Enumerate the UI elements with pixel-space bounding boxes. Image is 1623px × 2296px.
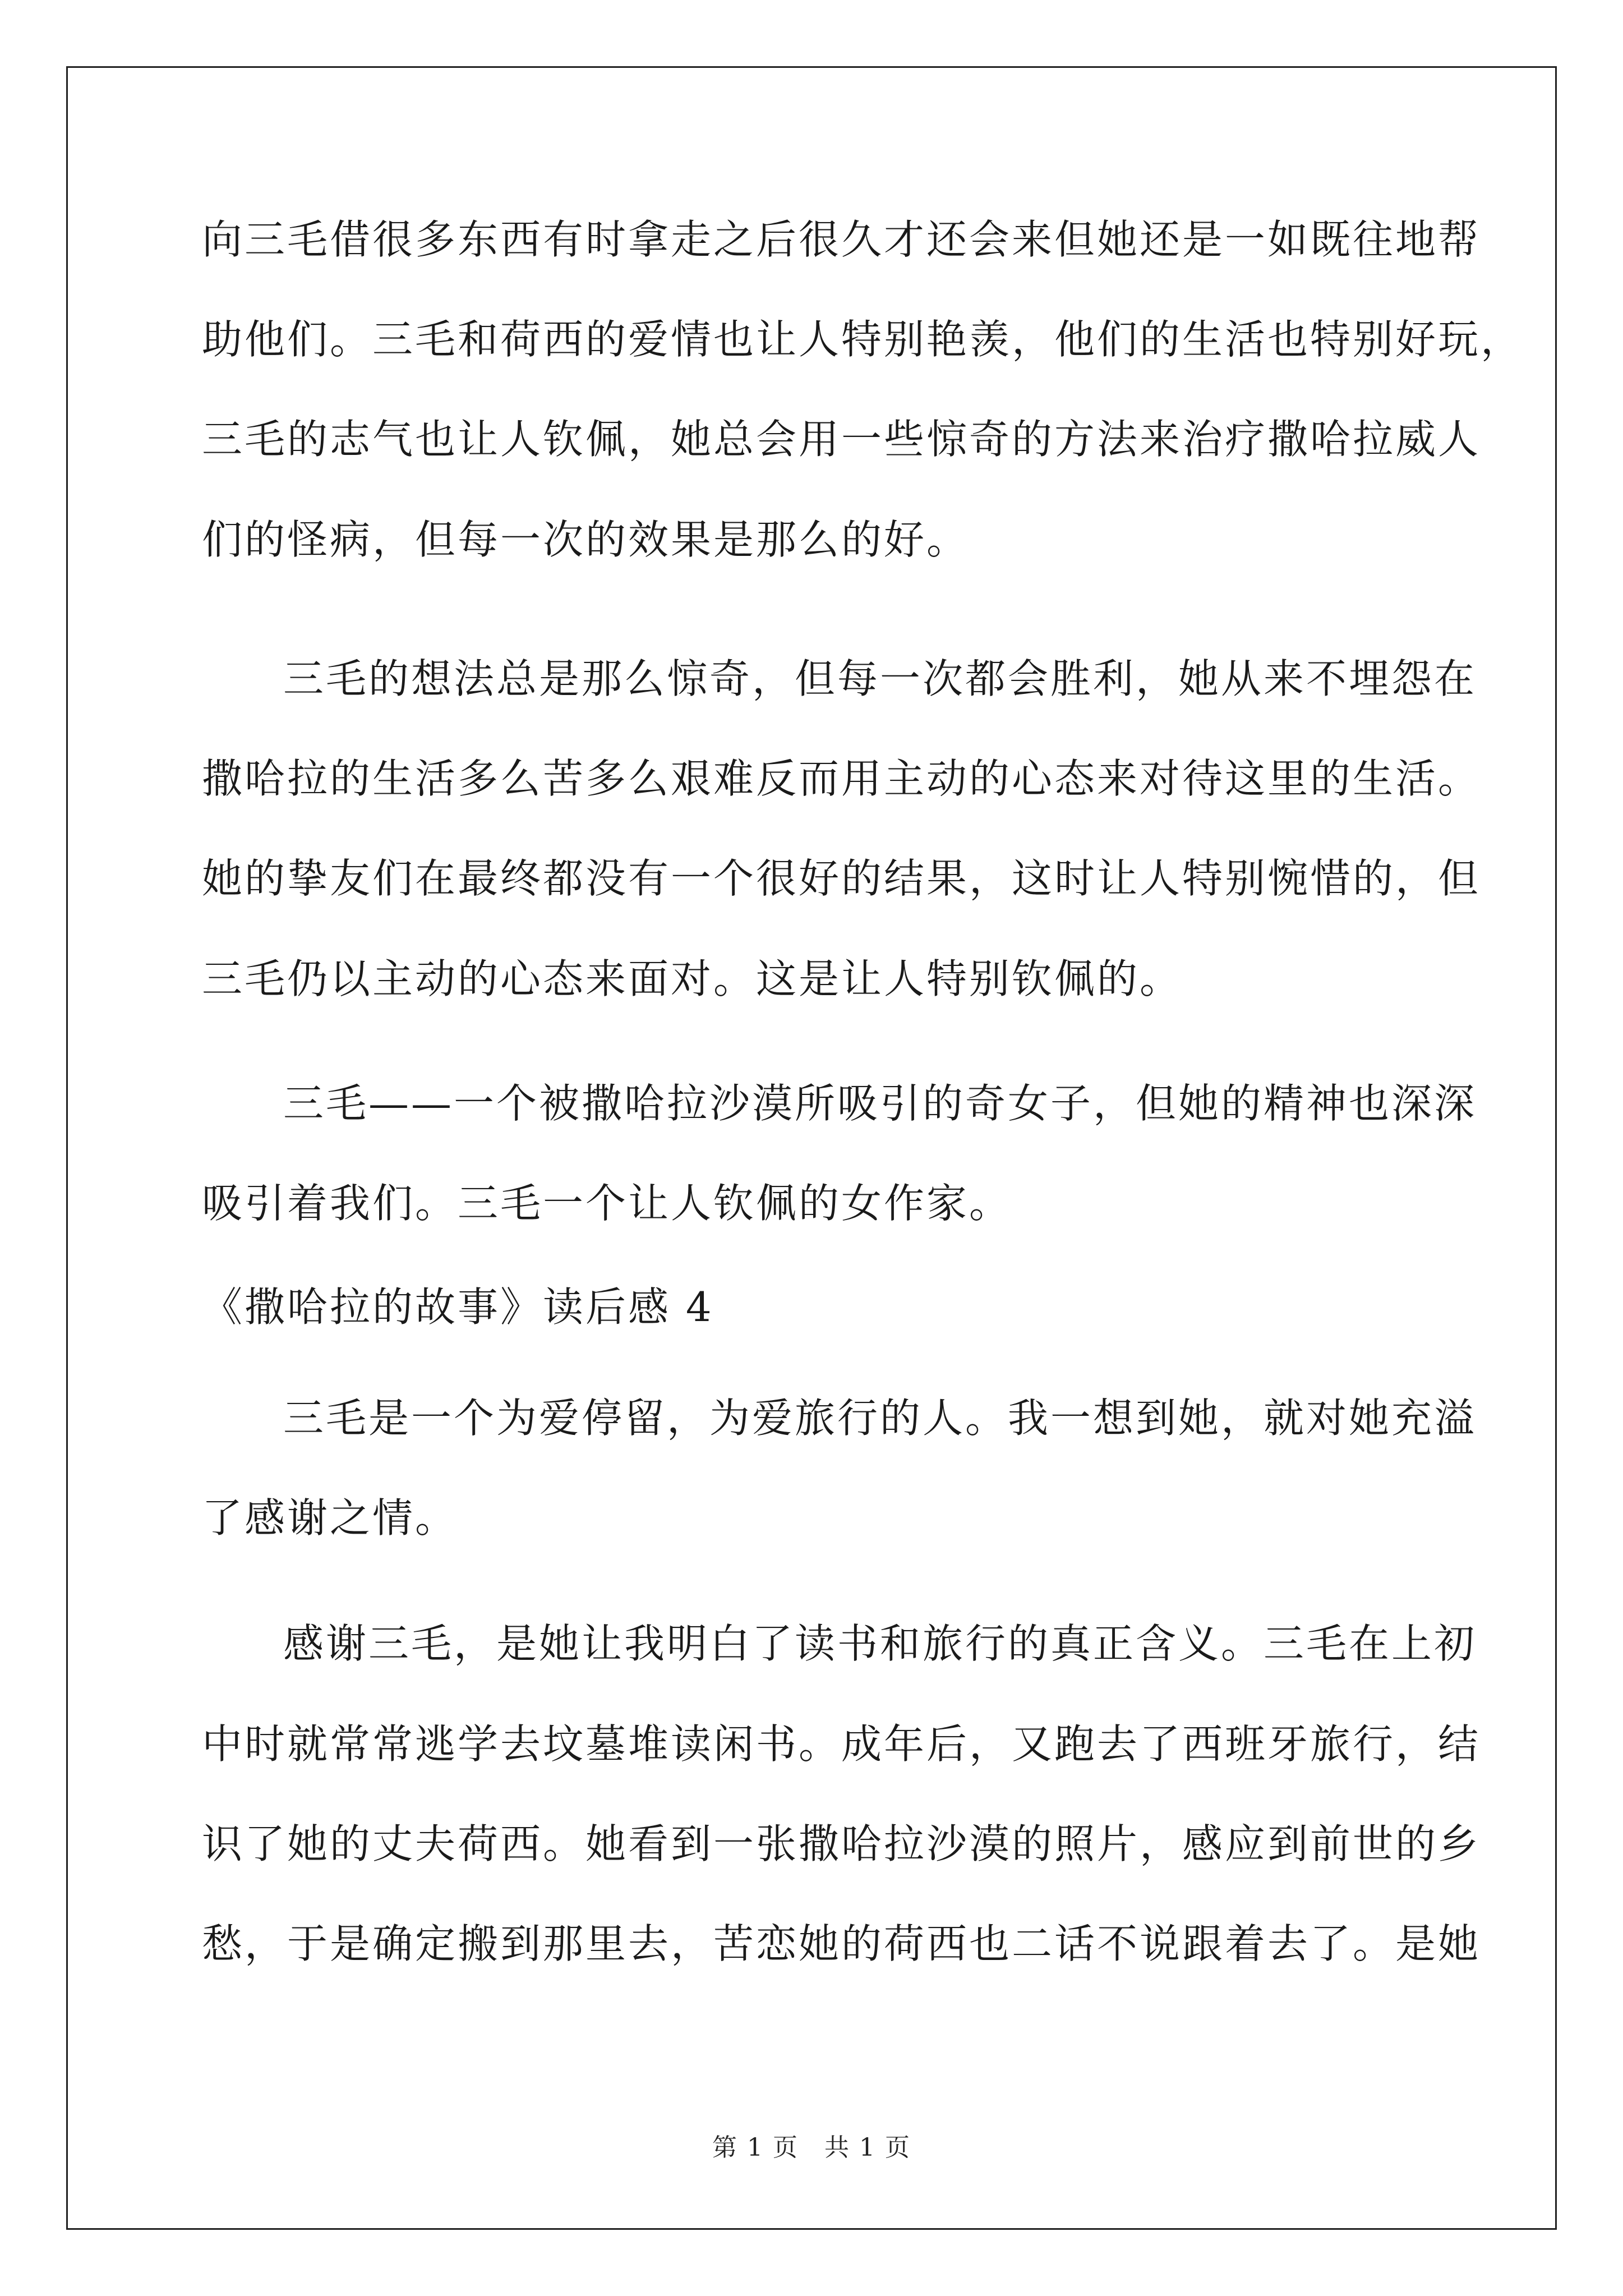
text-line: 三毛仍以主动的心态来面对。这是让人特别钦佩的。 [202, 955, 1183, 1002]
text-line: 中时就常常逃学去坟墓堆读闲书。成年后，又跑去了西班牙旅行，结 [202, 1720, 1481, 1768]
text-line: 她的挚友们在最终都没有一个很好的结果，这时让人特别惋惜的，但 [202, 855, 1481, 902]
text-line: 助他们。三毛和荷西的爱情也让人特别艳羡，他们的生活也特别好玩， [202, 316, 1524, 363]
page-border [66, 66, 1557, 2230]
text-line: 了感谢之情。 [202, 1494, 458, 1542]
text-line: 识了她的丈夫荷西。她看到一张撒哈拉沙漠的照片，感应到前世的乡 [202, 1820, 1481, 1867]
paragraph-first-line: 感谢三毛，是她让我明白了读书和旅行的真正含义。三毛在上初 [283, 1620, 1477, 1667]
paragraph-first-line: 三毛是一个为爱停留，为爱旅行的人。我一想到她，就对她充溢 [283, 1395, 1477, 1442]
text-line: 向三毛借很多东西有时拿走之后很久才还会来但她还是一如既往地帮 [202, 216, 1481, 263]
paragraph-first-line: 三毛的想法总是那么惊奇，但每一次都会胜利，她从来不埋怨在 [283, 655, 1477, 702]
text-line: 撒哈拉的生活多么苦多么艰难反而用主动的心态来对待这里的生活。 [202, 755, 1481, 802]
text-line: 三毛的志气也让人钦佩，她总会用一些惊奇的方法来治疗撒哈拉威人 [202, 416, 1481, 463]
text-line: 们的怪病，但每一次的效果是那么的好。 [202, 516, 970, 563]
page-footer: 第 1 页 共 1 页 [712, 2133, 911, 2162]
paragraph-first-line: 三毛——一个被撒哈拉沙漠所吸引的奇女子，但她的精神也深深 [283, 1080, 1477, 1127]
section-heading: 《撒哈拉的故事》读后感 4 [202, 1283, 714, 1331]
text-line: 吸引着我们。三毛一个让人钦佩的女作家。 [202, 1180, 1012, 1227]
text-line: 愁，于是确定搬到那里去，苦恋她的荷西也二话不说跟着去了。是她 [202, 1920, 1481, 1967]
